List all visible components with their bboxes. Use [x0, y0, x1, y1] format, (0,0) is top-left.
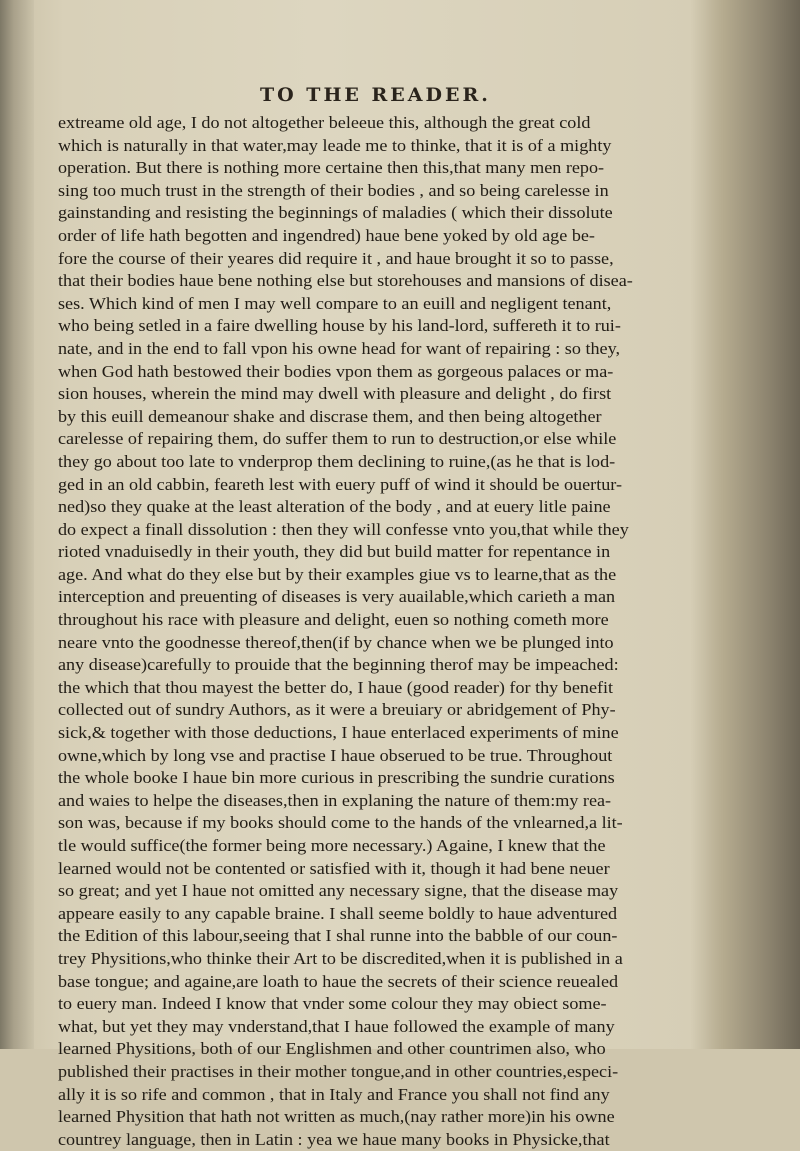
text-line: interception and preuenting of diseases is very auailable,which carieth a man: [58, 587, 616, 607]
text-line: to euery man. Indeed I know that vnder some colour they may obiect some-: [58, 994, 607, 1014]
text-line: neare vnto the goodnesse thereof,then(if by chance when we be plunged into: [58, 632, 614, 652]
text-line: the which that thou mayest the better do, I haue (good reader) for thy benefit: [58, 677, 614, 697]
text-line: ally it is so rife and common , that in Italy and France you shall not find any: [58, 1084, 610, 1104]
text-line: operation. But there is nothing more certaine then this,that many men repo-: [58, 158, 605, 178]
text-line: age. And what do they else but by their examples giue vs to learne,that as the: [58, 564, 617, 584]
text-line: ned)so they quake at the least alteration of the body , and at euery litle paine: [58, 497, 611, 517]
text-line: learned Physitions, both of our Englishmen and other countrimen also, who: [58, 1039, 606, 1059]
text-line: throughout his race with pleasure and delight, euen so nothing cometh more: [58, 610, 609, 630]
running-head: TO THE READER.: [260, 84, 491, 106]
text-line: ses. Which kind of men I may well compare to an euill and negligent tenant,: [58, 293, 612, 313]
text-line: nate, and in the end to fall vpon his owne head for want of repairing : so they,: [58, 338, 621, 358]
text-line: which is naturally in that water,may leade me to thinke, that it is of a mighty: [58, 135, 612, 155]
text-line: learned Physition that hath not written as much,(nay rather more)in his owne: [58, 1107, 615, 1127]
text-line: sion houses, wherein the mind may dwell with pleasure and delight , do first: [58, 384, 612, 404]
text-line: published their practises in their mother tongue,and in other countries,especi-: [58, 1061, 619, 1081]
text-line: learned would not be contented or satisfied with it, though it had bene neuer: [58, 858, 610, 878]
text-line: they go about too late to vnderprop them declining to ruine,(as he that is lod-: [58, 451, 616, 471]
body-text: [58, 112, 688, 1151]
text-line: order of life hath begotten and ingendred) haue bene yoked by old age be-: [58, 225, 595, 245]
text-line: the whole booke I haue bin more curious in prescribing the sundrie curations: [58, 768, 615, 788]
text-line: the Edition of this labour,seeing that I shal runne into the babble of our coun-: [58, 926, 618, 946]
text-line: countrey language, then in Latin : yea we haue many books in Physicke,that: [58, 1129, 610, 1149]
text-line: extreame old age, I do not altogether beleeue this, although the great cold: [58, 113, 591, 132]
text-line: do expect a finall dissolution : then they will confesse vnto you,that while they: [58, 519, 629, 539]
text-line: base tongue; and againe,are loath to haue the secrets of their science reuealed: [58, 971, 619, 991]
text-line: appeare easily to any capable braine. I shall seeme boldly to haue adventured: [58, 903, 618, 923]
text-line: that their bodies haue bene nothing else but storehouses and mansions of disea-: [58, 271, 633, 291]
text-line: sing too much trust in the strength of their bodies , and so being carelesse in: [58, 180, 609, 200]
text-line: owne,which by long vse and practise I haue obserued to be true. Throughout: [58, 745, 613, 765]
text-line: by this euill demeanour shake and discrase them, and then being altogether: [58, 406, 602, 426]
text-line: when God hath bestowed their bodies vpon them as gorgeous palaces or ma-: [58, 361, 614, 381]
text-line: rioted vnaduisedly in their youth, they did but build matter for repentance in: [58, 542, 611, 562]
text-line: ged in an old cabbin, feareth lest with euery puff of wind it should be ouertur-: [58, 474, 623, 494]
text-line: any disease)carefully to prouide that the beginning therof may be impeached:: [58, 655, 619, 675]
text-line: carelesse of repairing them, do suffer them to run to destruction,or else while: [58, 429, 617, 449]
text-line: tle would suffice(the former being more necessary.) Againe, I knew that the: [58, 836, 606, 855]
text-line: sick,& together with those deductions, I haue enterlaced experiments of mine: [58, 723, 619, 743]
text-line: gainstanding and resisting the beginnings of maladies ( which their dissolute: [58, 203, 613, 223]
text-line: what, but yet they may vnderstand,that I haue followed the example of many: [58, 1016, 615, 1036]
text-line: collected out of sundry Authors, as it were a breuiary or abridgement of Phy-: [58, 700, 616, 720]
text-line: son was, because if my books should come to the hands of the vnlearned,a lit-: [58, 813, 623, 833]
text-line: so great; and yet I haue not omitted any necessary signe, that the disease may: [58, 881, 619, 901]
text-line: fore the course of their yeares did require it , and haue brought it so to passe,: [58, 248, 614, 268]
text-line: trey Physitions,who thinke their Art to be discredited,when it is published in a: [58, 948, 623, 968]
text-line: and waies to helpe the diseases,then in explaning the nature of them:my rea-: [58, 790, 612, 810]
text-line: who being setled in a faire dwelling house by his land-lord, suffereth it to rui-: [58, 316, 621, 336]
binding-shadow-left: [0, 0, 34, 1049]
